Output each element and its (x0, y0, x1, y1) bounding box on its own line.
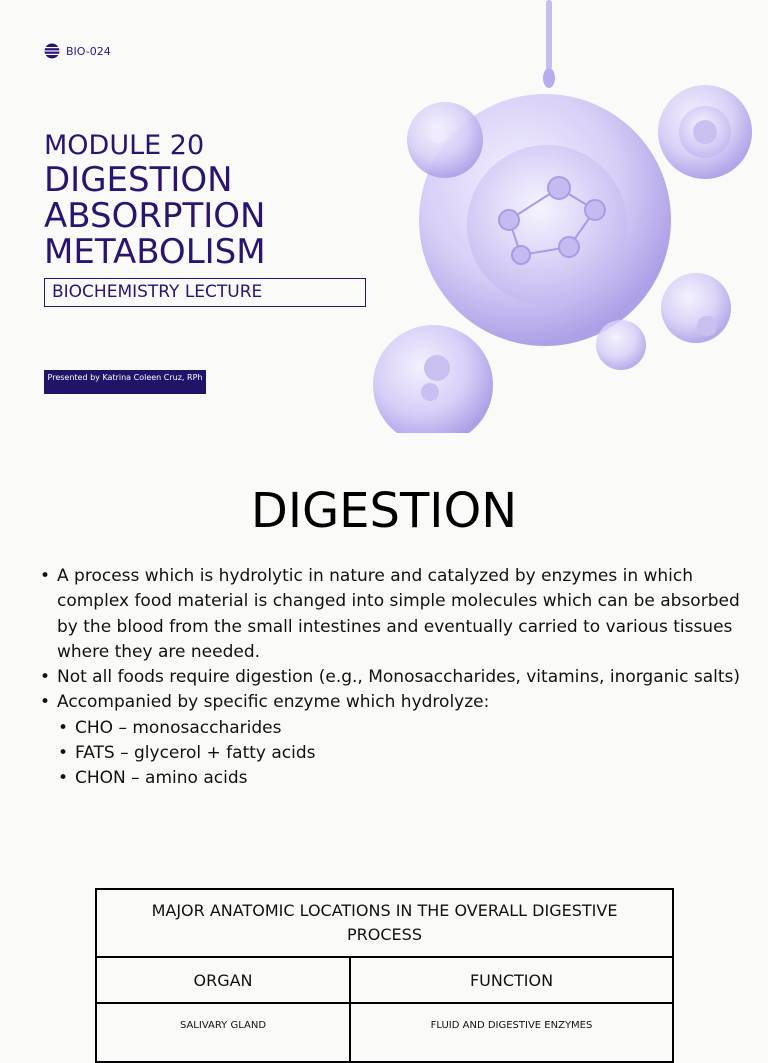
sub-bullet-fats: • FATS – glycerol + fatty acids (40, 741, 750, 766)
header-function: FUNCTION (350, 957, 673, 1003)
molecule-bubbles-image (365, 0, 768, 433)
cover-slide (0, 0, 768, 433)
bullet-not-all-foods: • Not all foods require digestion (e.g., Monosaccharides, vitamins, inorganic salts) (40, 665, 750, 690)
table-row (96, 1003, 673, 1062)
header-organ: ORGAN (96, 957, 350, 1003)
subtitle-box: BIOCHEMISTRY LECTURE (44, 278, 366, 307)
digestion-heading: DIGESTION (250, 483, 518, 539)
presenter-box: Presented by Katrina Coleen Cruz, RPh (44, 370, 206, 394)
title-line-2: ABSORPTION (44, 196, 266, 236)
bullet-enzymes: • Accompanied by specific enzyme which hydrolyze: (40, 690, 750, 715)
digestion-slide (0, 433, 768, 1031)
course-code: BIO-024 (66, 44, 111, 58)
sub-bullet-chon: • CHON – amino acids (40, 766, 750, 791)
course-code-row (44, 43, 111, 59)
module-number: MODULE 20 (44, 130, 205, 161)
anatomic-locations-table (95, 888, 674, 1063)
table-title: MAJOR ANATOMIC LOCATIONS IN THE OVERALL DIGESTIVE PROCESS (96, 889, 673, 957)
bullet-list (40, 564, 750, 792)
globe-icon (44, 43, 60, 59)
cell-organ: SALIVARY GLAND (96, 1003, 350, 1062)
title-line-1: DIGESTION (44, 160, 233, 200)
cell-function: FLUID AND DIGESTIVE ENZYMES (350, 1003, 673, 1062)
title-block (44, 130, 266, 270)
title-line-3: METABOLISM (44, 232, 266, 272)
sub-bullet-cho: • CHO – monosaccharides (40, 716, 750, 741)
bullet-definition: • A process which is hydrolytic in nature and catalyzed by enzymes in which complex food material is changed into simple molecules which can be absorbed by the blood from the small intestines and eventually carried to various tissues where they are needed. (40, 564, 750, 665)
